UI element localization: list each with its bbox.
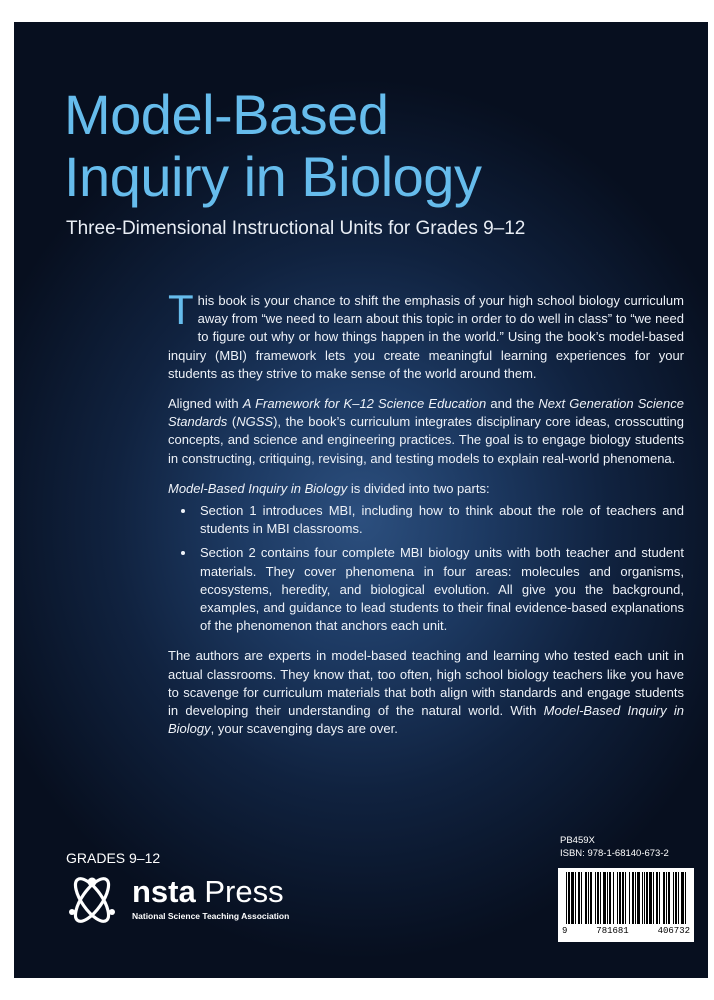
logo-wordmark: nsta Press [132,874,284,909]
cover-blurb [168,286,684,750]
drop-cap: T [168,286,194,333]
title-line-2: Inquiry in Biology [64,145,482,208]
book-back-cover [14,22,708,978]
blurb-paragraph-1: This book is your chance to shift the emphasis of your high school biology curriculum away from “we need to learn about this topic in order to do well in class” to “we need to figure out why or how things happen in the world.” Using the book’s model-based inquiry (MBI) framework lets you create meaningful learning experiences for your students as they strive to make sense of the world around them. [168,286,684,381]
isbn-number: ISBN: 978-1-68140-673-2 [560,848,669,859]
bullet-section-2: • Section 2 contains four complete MBI biology units with both teacher and student materials. They cover phenomena in four areas: molecules and organisms, ecosystems, heredity, and biological evolution. All give you the background, examples, and guidance to lead students to their final evidence-based explanations of the phenomenon that anchors each unit. [196,544,684,635]
bullet-section-1: • Section 1 introduces MBI, including how to think about the role of teachers and students in MBI classrooms. [196,502,684,538]
book-title [64,84,481,208]
logo-tagline: National Science Teaching Association [132,911,290,921]
blurb-paragraph-3: Model-Based Inquiry in Biology is divided into two parts: [168,480,490,496]
product-codes [560,834,669,860]
blurb-paragraph-4: The authors are experts in model-based teaching and learning who tested each unit in actual classrooms. They know that, too often, high school biology teachers like you have to scavenge for curriculum materials that both align with standards and engage students in developing their understanding of the natural world. With Model-Based Inquiry in Biology, your scavenging days are over. [168,648,684,737]
grades-label: GRADES 9–12 [66,850,161,866]
product-code: PB459X [560,835,595,846]
barcode-bars [564,872,688,924]
nsta-press-logo [64,872,304,928]
barcode-digits: 9 781681 406732 [562,926,690,936]
atom-person-icon [64,872,120,928]
book-subtitle: Three-Dimensional Instructional Units for Grades 9–12 [66,218,526,239]
isbn-barcode [558,868,694,942]
title-line-1: Model-Based [64,83,389,146]
blurb-paragraph-2: Aligned with A Framework for K–12 Science Education and the Next Generation Science Standards (NGSS), the book’s curriculum integrates disciplinary core ideas, crosscutting concepts, and science and engineering practices. The goal is to engage biology students in constructing, critiquing, revising, and testing models to explain real-world phenomena. [168,396,684,466]
section-bullet-list [168,502,684,635]
